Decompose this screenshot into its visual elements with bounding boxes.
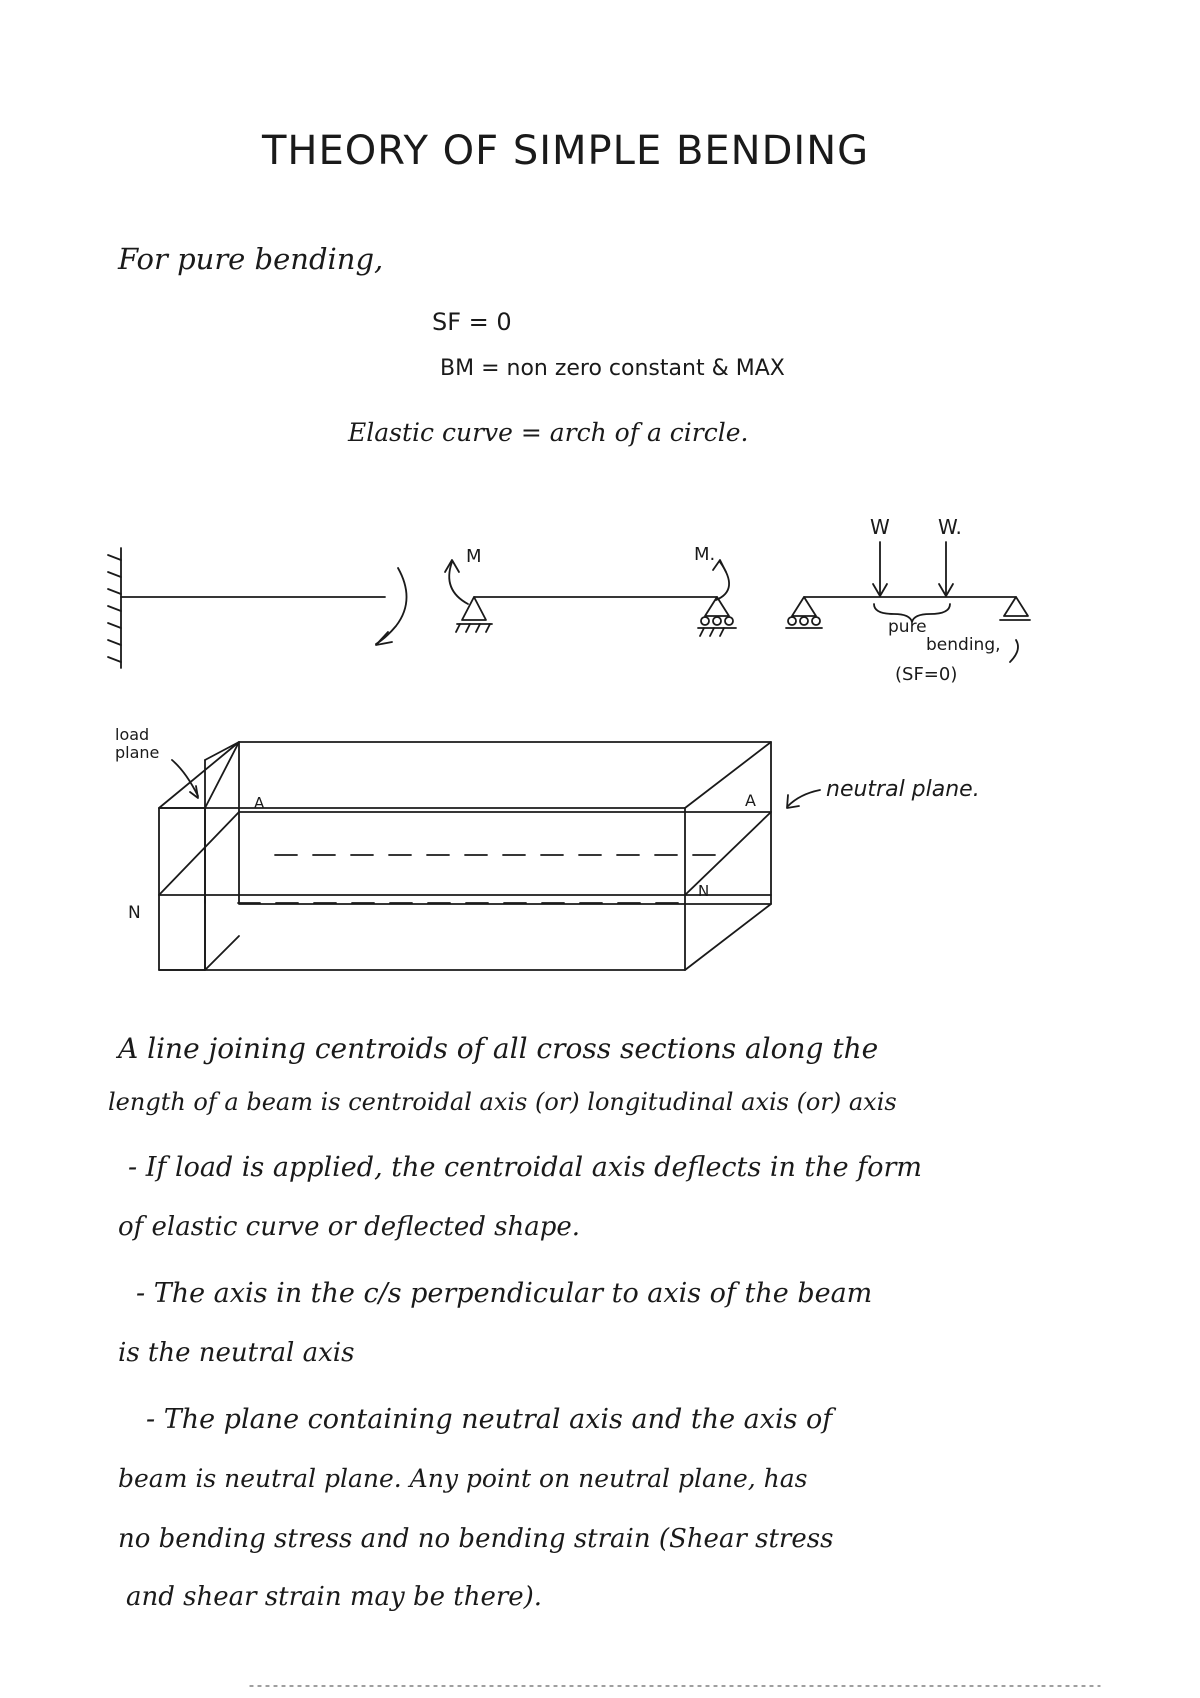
equation-sf: SF = 0 (432, 308, 512, 336)
neutral-plane-label: neutral plane. (826, 777, 980, 802)
paragraph-line-4: of elastic curve or deflected shape. (118, 1212, 581, 1242)
paragraph-line-8: beam is neutral plane. Any point on neutral plane, has (118, 1464, 808, 1493)
moment-label-right: M. (694, 544, 716, 565)
load-label-2: W. (938, 515, 962, 539)
moment-label-left: M (466, 546, 482, 567)
load-label-1: W (870, 515, 890, 539)
pure-bending-label-1: pure (888, 617, 927, 637)
moment-beam-diagram (445, 560, 736, 636)
intro-text: For pure bending, (118, 242, 384, 276)
paragraph-line-5: - The axis in the c/s perpendicular to axis of the beam (136, 1278, 873, 1309)
paragraph-line-2: length of a beam is centroidal axis (or) longitudinal axis (or) axis (108, 1088, 897, 1116)
label-a-left: A (254, 794, 265, 812)
paragraph-line-3: - If load is applied, the centroidal axis deflects in the form (128, 1152, 922, 1183)
beam-box-diagram (159, 742, 820, 970)
pure-bending-label-2: bending, (926, 635, 1001, 655)
label-a-right: A (745, 791, 756, 810)
sf-zero-label: (SF=0) (895, 664, 958, 685)
paragraph-line-10: and shear strain may be there). (126, 1582, 543, 1612)
label-n-right: N (698, 882, 710, 900)
paragraph-line-1: A line joining centroids of all cross sections along the (118, 1032, 879, 1065)
cantilever-diagram (108, 548, 407, 668)
load-plane-label-2: plane (115, 743, 160, 762)
label-n-left: N (128, 903, 141, 923)
paragraph-line-6: is the neutral axis (118, 1338, 355, 1368)
page-title: THEORY OF SIMPLE BENDING (262, 128, 870, 174)
load-plane-label-1: load (115, 725, 150, 744)
paragraph-line-7: - The plane containing neutral axis and the axis of (146, 1404, 833, 1435)
paragraph-line-9: no bending stress and no bending strain (Shear stress (118, 1524, 834, 1554)
equation-elastic-curve: Elastic curve = arch of a circle. (348, 418, 749, 447)
equation-bm: BM = non zero constant & MAX (440, 356, 785, 381)
